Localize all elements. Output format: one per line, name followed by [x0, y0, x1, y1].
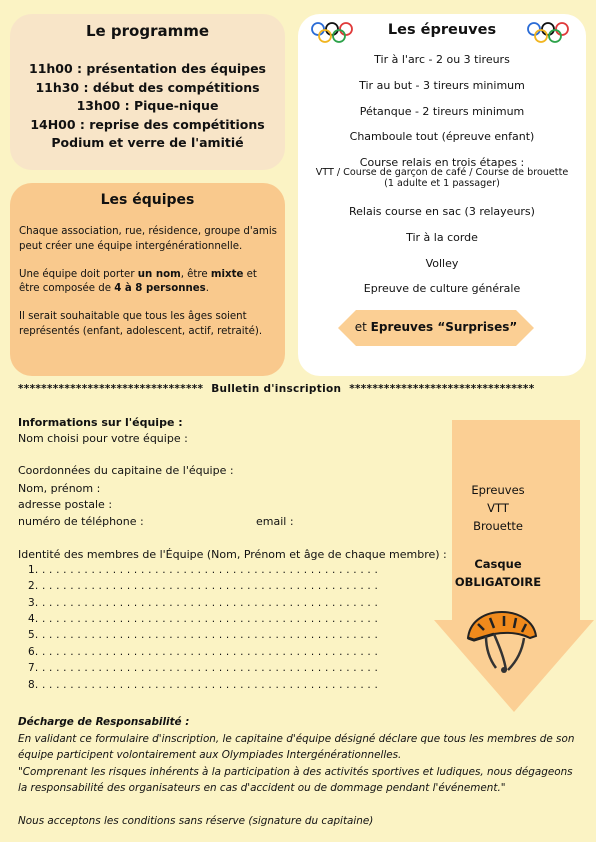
captain-title: Coordonnées du capitaine de l'équipe :: [18, 464, 234, 477]
event-item: Tir au but - 3 tireurs minimum: [359, 79, 525, 92]
event-item: Epreuve de culture générale: [363, 282, 521, 295]
programme-schedule: [10, 60, 285, 153]
schedule-line: 11h00 : présentation des équipes: [29, 61, 266, 76]
member-line[interactable]: 8. . . . . . . . . . . . . . . . . . . . . . . . . . . . . . . . . . . . . . . . . . . . . . . . .: [28, 679, 379, 691]
waiver-signature-line[interactable]: Nous acceptons les conditions sans réserve (signature du capitaine): [18, 814, 374, 827]
teams-paragraph: Chaque association, rue, résidence, groupe d'amis peut créer une équipe intergénérationnelle.: [19, 226, 277, 252]
helmet-mandatory-label: OBLIGATOIRE: [454, 575, 542, 589]
member-line[interactable]: 1. . . . . . . . . . . . . . . . . . . . . . . . . . . . . . . . . . . . . . . . . . . . . . . . .: [28, 564, 379, 576]
schedule-line: 13h00 : Pique-nique: [76, 98, 219, 113]
arrow-text: Epreuves: [471, 483, 525, 497]
liability-waiver: [18, 714, 583, 830]
olympic-rings-icon: [526, 21, 570, 45]
member-line[interactable]: 4. . . . . . . . . . . . . . . . . . . . . . . . . . . . . . . . . . . . . . . . . . . . . . . . .: [28, 613, 379, 625]
olympic-rings-icon: [310, 21, 354, 45]
helmet-label: Casque: [474, 557, 522, 571]
waiver-paragraph: "Comprenant les risques inhérents à la participation à des activités sportives et ludiques, nous dégageons la responsabilité des organisateurs en cas d'accident ou de dommage pendant l'événement.": [18, 765, 573, 795]
event-item: Volley: [425, 257, 459, 270]
captain-email-label[interactable]: email :: [256, 515, 294, 528]
event-item: Pétanque - 2 tireurs minimum: [359, 105, 525, 118]
arrow-text: Brouette: [473, 519, 523, 533]
events-title: Les épreuves: [387, 22, 497, 38]
bike-helmet-icon: [464, 610, 538, 674]
waiver-paragraph: En validant ce formulaire d'inscription, le capitaine d'équipe désigné déclare que tous les membres de son équipe participent volontairement aux Olympiades Intergénérationnelles.: [18, 732, 575, 762]
event-item-detail: (1 adulte et 1 passager): [384, 178, 500, 189]
captain-address-label[interactable]: adresse postale :: [18, 498, 113, 511]
bulletin-heading: ******************************** Bulletin d'inscription ********************************: [18, 383, 535, 395]
captain-name-label[interactable]: Nom, prénom :: [18, 482, 101, 495]
events-box: [298, 14, 586, 376]
event-item-detail: VTT / Course de garçon de café / Course de brouette: [315, 167, 569, 178]
teams-title: Les équipes: [100, 192, 195, 208]
info-title: Informations sur l'équipe :: [18, 416, 183, 429]
waiver-title: Décharge de Responsabilité :: [18, 716, 190, 728]
arrow-text: VTT: [487, 501, 509, 515]
schedule-line: 14H00 : reprise des compétitions: [30, 116, 265, 132]
members-title: Identité des membres de l'Équipe (Nom, Prénom et âge de chaque membre) :: [18, 548, 447, 561]
teams-paragraph: Il serait souhaitable que tous les âges soient représentés (enfant, adolescent, actif, retraité).: [19, 311, 263, 337]
member-line[interactable]: 2. . . . . . . . . . . . . . . . . . . . . . . . . . . . . . . . . . . . . . . . . . . . . . . . .: [28, 580, 379, 592]
teams-box: [10, 183, 285, 376]
team-name-label[interactable]: Nom choisi pour votre équipe :: [18, 432, 188, 445]
member-line[interactable]: 6. . . . . . . . . . . . . . . . . . . . . . . . . . . . . . . . . . . . . . . . . . . . . . . . .: [28, 646, 379, 658]
captain-phone-label[interactable]: numéro de téléphone :: [18, 515, 144, 528]
event-item: Chamboule tout (épreuve enfant): [349, 130, 535, 143]
programme-title: Le programme: [85, 22, 210, 40]
event-item: Tir à l'arc - 2 ou 3 tireurs: [374, 53, 510, 66]
event-item: Tir à la corde: [406, 231, 478, 244]
member-line[interactable]: 7. . . . . . . . . . . . . . . . . . . . . . . . . . . . . . . . . . . . . . . . . . . . . . . . .: [28, 662, 379, 674]
teams-rules: Une équipe doit porter un nom, être mixte et être composée de 4 à 8 personnes.: [19, 268, 257, 295]
event-item: Relais course en sac (3 relayeurs): [349, 205, 535, 218]
member-line[interactable]: 5. . . . . . . . . . . . . . . . . . . . . . . . . . . . . . . . . . . . . . . . . . . . . . . . .: [28, 629, 379, 641]
event-item: Course relais en trois étapes :: [359, 156, 525, 169]
surprise-events-banner: et Epreuves “Surprises”: [338, 310, 534, 346]
programme-box: [10, 14, 285, 170]
schedule-line: 11h30 : début des compétitions: [35, 79, 260, 95]
schedule-line: Podium et verre de l'amitié: [51, 135, 244, 150]
member-line[interactable]: 3. . . . . . . . . . . . . . . . . . . . . . . . . . . . . . . . . . . . . . . . . . . . . . . . .: [28, 597, 379, 609]
